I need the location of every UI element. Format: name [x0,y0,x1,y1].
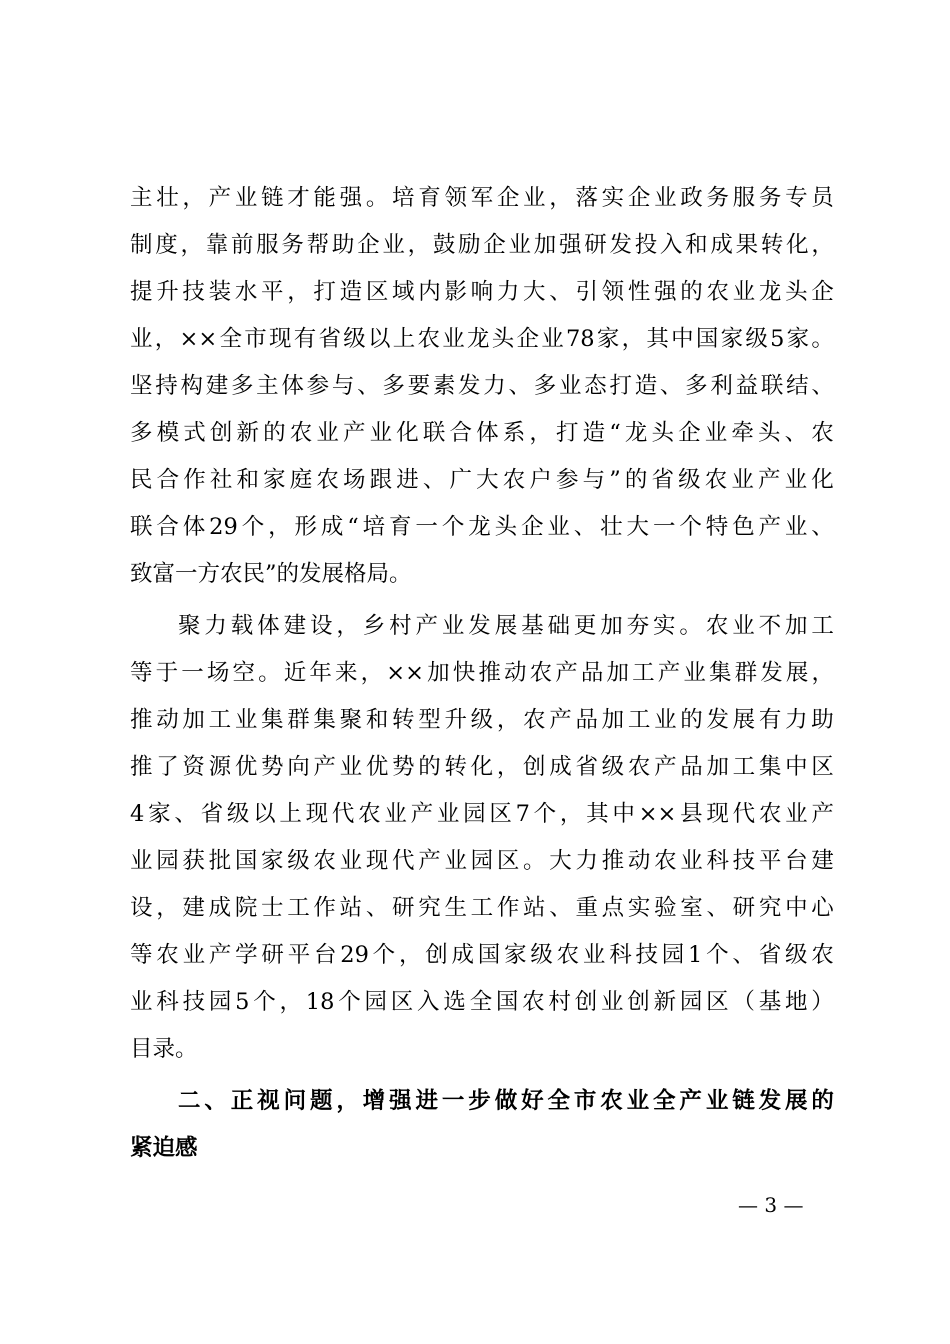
text-line: 业 园 获 批 国 家 级 农 业 现 代 产 业 园 区 。 大 力 推 动 农 业 科 技 平 台 建 [130,848,834,874]
text-line: 推 了 资 源 优 势 向 产 业 优 势 的 转 化 ， 创 成 省 级 农 产 品 加 工 集 中 区 [130,754,834,780]
text-line: 等 于 一 场 空 。 近 年 来 ， ×× 加 快 推 动 农 产 品 加 工 产 业 集 群 发 展 ， [130,660,834,686]
text-line: 4 家 、 省 级 以 上 现 代 农 业 产 业 园 区 7 个 ， 其 中 ×× 县 现 代 农 业 产 [130,801,834,827]
text-line: 目录。 [130,1036,198,1062]
paragraph [130,603,834,1073]
section-heading [130,1078,834,1172]
text-line: 聚 力 载 体 建 设 ， 乡 村 产 业 发 展 基 础 更 加 夯 实 。 农 业 不 加 工 [178,613,834,639]
text-line: 紧迫感 [130,1135,198,1161]
text-line: 业 科 技 园 5 个 ， 18 个 园 区 入 选 全 国 农 村 创 业 创 新 园 区 （ 基 地 ） [130,989,834,1015]
text-line: 多 模 式 创 新 的 农 业 产 业 化 联 合 体 系 ， 打 造 “ 龙 头 企 业 牵 头 、 农 [130,420,834,446]
page-number: — 3 — [738,1193,804,1217]
text-line: 二 、 正 视 问 题 ， 增 强 进 一 步 做 好 全 市 农 业 全 产 业 链 发 展 的 [178,1088,834,1114]
text-line: 民 合 作 社 和 家 庭 农 场 跟 进 、 广 大 农 户 参 与 ” 的 省 级 农 业 产 业 化 [130,467,834,493]
text-line: 制 度 ， 靠 前 服 务 帮 助 企 业 ， 鼓 励 企 业 加 强 研 发 投 入 和 成 果 转 化 ， [130,232,834,258]
text-line: 主 壮 ， 产 业 链 才 能 强 。 培 育 领 军 企 业 ， 落 实 企 业 政 务 服 务 专 员 [130,185,834,211]
document-body [130,175,834,1172]
text-line: 推 动 加 工 业 集 群 集 聚 和 转 型 升 级 ， 农 产 品 加 工 业 的 发 展 有 力 助 [130,707,834,733]
text-line: 致富一方农民”的发展格局。 [130,561,412,587]
paragraph [130,175,834,598]
text-line: 提 升 技 装 水 平 ， 打 造 区 域 内 影 响 力 大 、 引 领 性 强 的 农 业 龙 头 企 [130,279,834,305]
text-line: 业 ， ×× 全 市 现 有 省 级 以 上 农 业 龙 头 企 业 78 家 ， 其 中 国 家 级 5 家 。 [130,326,834,352]
text-line: 等 农 业 产 学 研 平 台 29 个 ， 创 成 国 家 级 农 业 科 技 园 1 个 、 省 级 农 [130,942,834,968]
text-line: 坚 持 构 建 多 主 体 参 与 、 多 要 素 发 力 、 多 业 态 打 造 、 多 利 益 联 结 、 [130,373,834,399]
text-line: 设 ， 建 成 院 士 工 作 站 、 研 究 生 工 作 站 、 重 点 实 验 室 、 研 究 中 心 [130,895,834,921]
text-line: 联 合 体 29 个 ， 形 成 “ 培 育 一 个 龙 头 企 业 、 壮 大 一 个 特 色 产 业 、 [130,514,834,540]
